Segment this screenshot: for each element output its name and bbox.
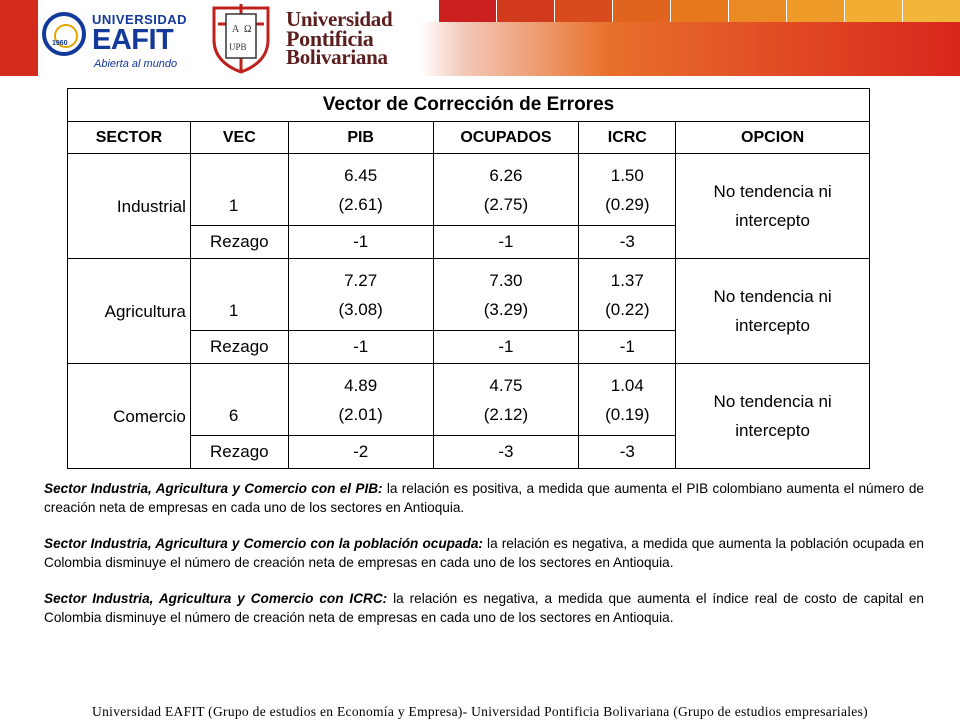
header-stripe xyxy=(439,0,496,22)
slide-footer: Universidad EAFIT (Grupo de estudios en Economía y Empresa)- Universidad Pontificia Bolivariana (Grupo de estudios empresariales) xyxy=(92,704,868,719)
icrc-value: 1.04 xyxy=(610,375,644,395)
icrc-cell xyxy=(579,259,676,331)
opcion-line2: intercepto xyxy=(735,421,810,440)
svg-text:Α: Α xyxy=(232,24,240,35)
header-pib: PIB xyxy=(288,122,433,154)
icrc-value: 1.37 xyxy=(610,270,644,290)
sector-cell: Industrial xyxy=(68,154,191,226)
icrc-se: (0.22) xyxy=(605,299,650,319)
header-stripe xyxy=(787,0,844,22)
header-vec: VEC xyxy=(190,122,288,154)
header-stripe xyxy=(729,0,786,22)
pib-cell xyxy=(288,259,433,331)
note-icrc xyxy=(44,590,924,627)
pib-cell xyxy=(288,364,433,436)
lag-ocupados: -1 xyxy=(433,226,579,259)
note-ocupados-text: la relación es negativa, a medida que aumenta la población ocupada en Colombia disminuye el número de creación neta de empresas en cada uno de los sectores en Antioquia. xyxy=(44,536,924,570)
header-gradient-band xyxy=(420,22,960,76)
table-row xyxy=(68,364,870,436)
opcion-cell xyxy=(676,154,870,259)
header-red-accent xyxy=(0,0,38,76)
icrc-se: (0.19) xyxy=(605,404,650,424)
header-stripe xyxy=(555,0,612,22)
eafit-seal-year: 1960 xyxy=(52,40,68,47)
eafit-seal-icon xyxy=(42,12,86,56)
header-stripe xyxy=(903,0,960,22)
lag-icrc: -3 xyxy=(579,436,676,469)
note-pib-text: la relación es positiva, a medida que aumenta el PIB colombiano aumenta el número de creación neta de empresas en cada uno de los sectores en Antioquia. xyxy=(44,481,924,515)
eafit-logo-name: EAFIT xyxy=(92,24,174,56)
upb-logo-line1: Universidad xyxy=(286,7,393,31)
eafit-logo xyxy=(42,8,192,72)
ocupados-value: 7.30 xyxy=(489,270,523,290)
opcion-cell xyxy=(676,259,870,364)
vec-cell: 1 xyxy=(190,154,288,226)
opcion-line2: intercepto xyxy=(735,211,810,230)
ocupados-se: (2.12) xyxy=(483,404,529,424)
lag-label: Rezago xyxy=(190,331,288,364)
lag-pib: -1 xyxy=(288,226,433,259)
sector-cell-empty xyxy=(68,436,191,469)
ocupados-cell xyxy=(433,259,579,331)
note-ocupados-lead: Sector Industria, Agricultura y Comercio con la población ocupada: xyxy=(44,536,483,552)
slide-header xyxy=(0,0,960,76)
upb-logo-name xyxy=(286,7,393,69)
opcion-line1: No tendencia ni xyxy=(713,182,832,201)
lag-icrc: -3 xyxy=(579,226,676,259)
svg-text:UPB: UPB xyxy=(229,42,247,52)
opcion-line1: No tendencia ni xyxy=(713,392,832,411)
opcion-cell xyxy=(676,364,870,469)
lag-pib: -2 xyxy=(288,436,433,469)
opcion-line2: intercepto xyxy=(735,316,810,335)
header-stripe xyxy=(497,0,554,22)
note-ocupados xyxy=(44,535,924,572)
pib-se: (2.01) xyxy=(338,404,383,424)
header-icrc: ICRC xyxy=(579,122,676,154)
note-pib xyxy=(44,480,924,517)
table-row xyxy=(68,259,870,331)
lag-label: Rezago xyxy=(190,226,288,259)
lag-label: Rezago xyxy=(190,436,288,469)
upb-logo-line2: Pontificia xyxy=(286,26,374,51)
ocupados-se: (3.29) xyxy=(483,299,529,319)
sector-cell-empty xyxy=(68,226,191,259)
header-stripe xyxy=(671,0,728,22)
ocupados-cell xyxy=(433,364,579,436)
sector-cell: Agricultura xyxy=(68,259,191,331)
opcion-line1: No tendencia ni xyxy=(713,287,832,306)
lag-ocupados: -1 xyxy=(433,331,579,364)
note-icrc-text: la relación es negativa, a medida que aumenta el índice real de costo de capital en Colombia disminuye el número de creación neta de empresas en cada uno de los sectores en Antioquia. xyxy=(44,591,924,625)
pib-value: 7.27 xyxy=(344,270,378,290)
note-icrc-lead: Sector Industria, Agricultura y Comercio con ICRC: xyxy=(44,591,388,607)
upb-logo-line3: Bolivariana xyxy=(286,45,388,69)
interpretation-notes xyxy=(44,480,924,646)
table-row xyxy=(68,154,870,226)
header-stripe xyxy=(613,0,670,22)
pib-value: 4.89 xyxy=(344,375,378,395)
vec-cell: 1 xyxy=(190,259,288,331)
vec-results-table xyxy=(67,88,870,469)
upb-logo xyxy=(206,2,421,74)
svg-text:Ω: Ω xyxy=(244,24,252,35)
sector-cell-empty xyxy=(68,331,191,364)
sector-cell: Comercio xyxy=(68,364,191,436)
eafit-logo-small-text: UNIVERSIDAD xyxy=(92,12,188,27)
ocupados-se: (2.75) xyxy=(483,194,529,214)
header-sector: SECTOR xyxy=(68,122,191,154)
note-pib-lead: Sector Industria, Agricultura y Comercio con el PIB: xyxy=(44,481,383,496)
icrc-cell xyxy=(579,154,676,226)
icrc-se: (0.29) xyxy=(605,194,650,214)
pib-cell xyxy=(288,154,433,226)
ocupados-cell xyxy=(433,154,579,226)
header-ocupados: OCUPADOS xyxy=(433,122,579,154)
lag-ocupados: -3 xyxy=(433,436,579,469)
icrc-cell xyxy=(579,364,676,436)
icrc-value: 1.50 xyxy=(610,165,644,185)
table-title: Vector de Corrección de Errores xyxy=(68,89,870,122)
lag-pib: -1 xyxy=(288,331,433,364)
ocupados-value: 6.26 xyxy=(489,165,523,185)
vec-cell: 6 xyxy=(190,364,288,436)
eafit-logo-tagline: Abierta al mundo xyxy=(94,58,178,70)
pib-value: 6.45 xyxy=(344,165,378,185)
upb-shield-icon xyxy=(208,2,274,74)
ocupados-value: 4.75 xyxy=(489,375,523,395)
table-header-row xyxy=(68,122,870,154)
header-opcion: OPCION xyxy=(676,122,870,154)
lag-icrc: -1 xyxy=(579,331,676,364)
header-color-stripes xyxy=(438,0,960,22)
pib-se: (2.61) xyxy=(338,194,383,214)
pib-se: (3.08) xyxy=(338,299,383,319)
header-stripe xyxy=(845,0,902,22)
